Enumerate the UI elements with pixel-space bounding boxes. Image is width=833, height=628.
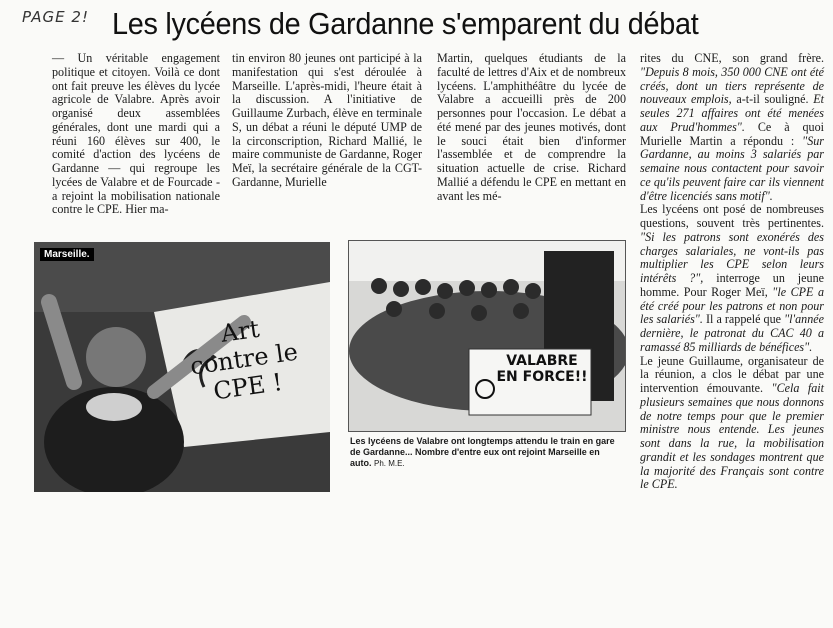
- column-2-text: tin environ 80 jeunes ont participé à la manifestation qui s'est déroulée à Marseille. L'après-midi, l'heure était à la discussion. A l'initiative de Guillaume Zurbach, élève en terminale S, un débat a réuni le député UMP de la circonscription, Richard Mallié, le maire communiste de Gardanne, Roger Meï, la secrétaire générale de la CGT-Gardanne, Murielle: [232, 51, 422, 189]
- column-4-paragraph-3: Le jeune Guillaume, organisateur de la réunion, a clos le débat par une intervention émouvante. "Cela fait plusieurs semaines que nous donnons de notre temps pour que le premier ministre nous entende. Les jeunes sont dans la rue, la mobilisation grandit et les sondages montrent que la majorité des Français sont contre le CPE.: [640, 353, 825, 492]
- article-column-3: [437, 52, 626, 203]
- column-3-text: Martin, quelques étudiants de la faculté de lettres d'Aix et de nombreux lycéens. L'amphithéâtre du lycée de Valabre a accueilli près de 200 personnes pour l'occasion. Le débat a été mené par des jeunes motivés, dont le souci était bien d'informer l'assemblée et de comprendre la situation actuelle de crise. Richard Mallié a défendu le CPE en mettant en avant les mé-: [437, 51, 626, 203]
- article-column-4: [640, 52, 824, 492]
- page-label: PAGE 2!: [22, 8, 89, 26]
- students-photo-illustration: [349, 241, 625, 431]
- banner-text: VALABRE EN FORCE!!: [496, 353, 588, 385]
- caption-text: Les lycéens de Valabre ont longtemps attendu le train en gare de Gardanne... Nombre d'entre eux ont rejoint Marseille en auto.: [350, 436, 615, 468]
- photo-caption: [350, 436, 622, 469]
- photo-credit: Ph. M.E.: [374, 459, 405, 468]
- column-4-paragraph-1: rites du CNE, son grand frère. "Depuis 8 mois, 350 000 CNE ont été créés, dont un tiers représente de nouveaux emplois, a-t-il souligné. Et seules 271 affaires ont été menées aux Prud'hommes". Ce à quoi Murielle Martin a répondu : "Sur Gardanne, au moins 3 salariés par semaine nous contactent pour savoir ce qu'ils peuvent faire car ils viennent d'être licenciés sans motif".: [640, 51, 824, 203]
- photo-marseille-protest: [34, 242, 330, 492]
- column-4-paragraph-2: Les lycéens ont posé de nombreuses questions, souvent très pertinentes. "Si les patrons sont exonérés des charges salariales, ne vont-ils pas multiplier les CPE selon leurs intérêts ?", interroge un jeune homme. Pour Roger Meï, "le CPE a été créé pour les patrons et non pour les salariés". Il a rappelé que "l'année dernière, le patronat du CAC 40 a ramassé 85 milliards de bénéfices".: [640, 202, 824, 354]
- article-headline: Les lycéens de Gardanne s'emparent du débat: [112, 6, 699, 41]
- photo-location-tag: Marseille.: [40, 248, 94, 261]
- photo-sign-text: Art contre le CPE !: [188, 314, 300, 406]
- article-column-2: [232, 52, 422, 190]
- column-1-text: — Un véritable engagement politique et citoyen. Voilà ce dont ont fait preuve les élèves du lycée agricole de Valabre. Après avoir organisé deux assemblées générales, dont une mardi qui a réuni 160 élèves sur 400, le comité d'action des lycéens de Gardanne — qui regroupe les lycées de Valabre et de Fourcade - a rejoint la mobilisation nationale contre le CPE. Hier ma-: [52, 51, 220, 217]
- photo-valabre-students: [348, 240, 626, 432]
- article-column-1: [52, 52, 220, 217]
